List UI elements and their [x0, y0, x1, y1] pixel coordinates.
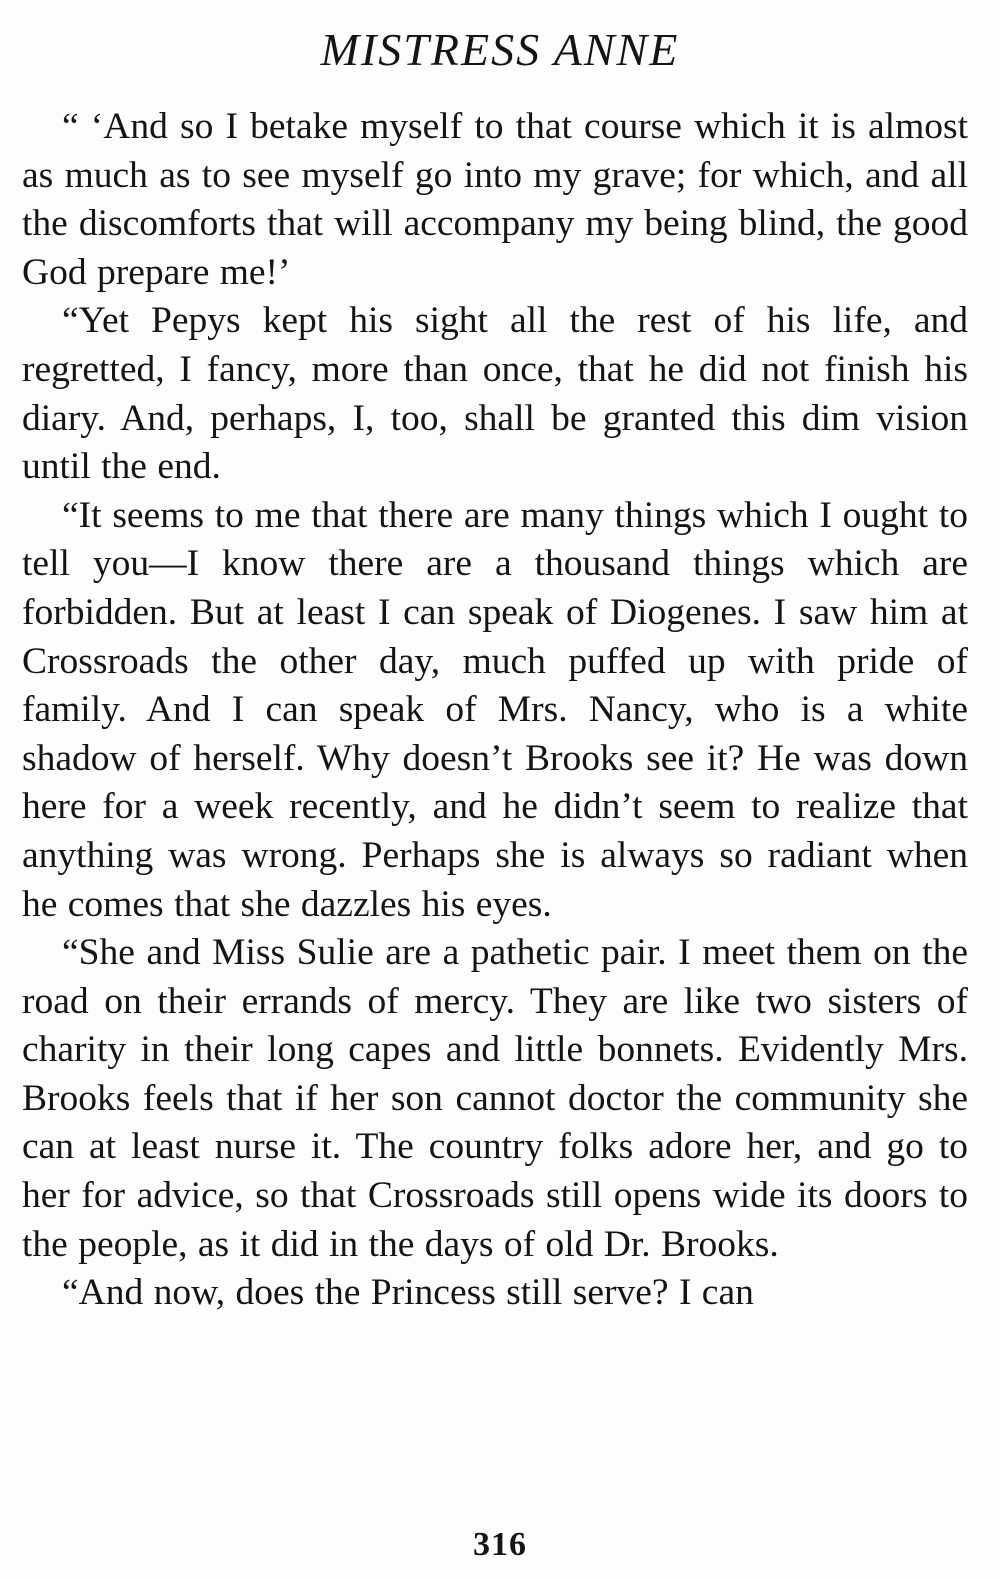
- page-number: 316: [473, 1526, 527, 1563]
- paragraph: “It seems to me that there are many things which I ought to tell you—I know there are a thousand things which are forbidden. But at least I can speak of Diogenes. I saw him at Crossroads the other day, much puffed up with pride of family. And I can speak of Mrs. Nancy, who is a white shadow of herself. Why doesn’t Brooks see it? He was down here for a week recently, and he didn’t seem to realize that anything was wrong. Perhaps she is always so radiant when he comes that she dazzles his eyes.: [22, 494, 968, 925]
- paragraph: “And now, does the Princess still serve? I can: [62, 1272, 754, 1314]
- running-head: MISTRESS ANNE: [320, 24, 680, 75]
- paragraph: “Yet Pepys kept his sight all the rest of his life, and regretted, I fancy, more than once, that he did not finish his diary. And, perhaps, I, too, shall be granted this dim vision until the end.: [22, 300, 968, 488]
- paragraph: “She and Miss Sulie are a pathetic pair. I meet them on the road on their errands of mercy. They are like two sisters of charity in their long capes and little bonnets. Evidently Mrs. Brooks feels that if her son cannot doctor the community she can at least nurse it. The country folks adore her, and go to her for advice, so that Crossroads still opens wide its doors to the people, as it did in the days of old Dr. Brooks.: [22, 932, 968, 1265]
- paragraph: “ ‘And so I betake myself to that course which it is almost as much as to see myself go into my grave; for which, and all the discomforts that will accompany my being blind, the good God prepare me!’: [22, 106, 968, 293]
- body-text: [22, 103, 968, 1318]
